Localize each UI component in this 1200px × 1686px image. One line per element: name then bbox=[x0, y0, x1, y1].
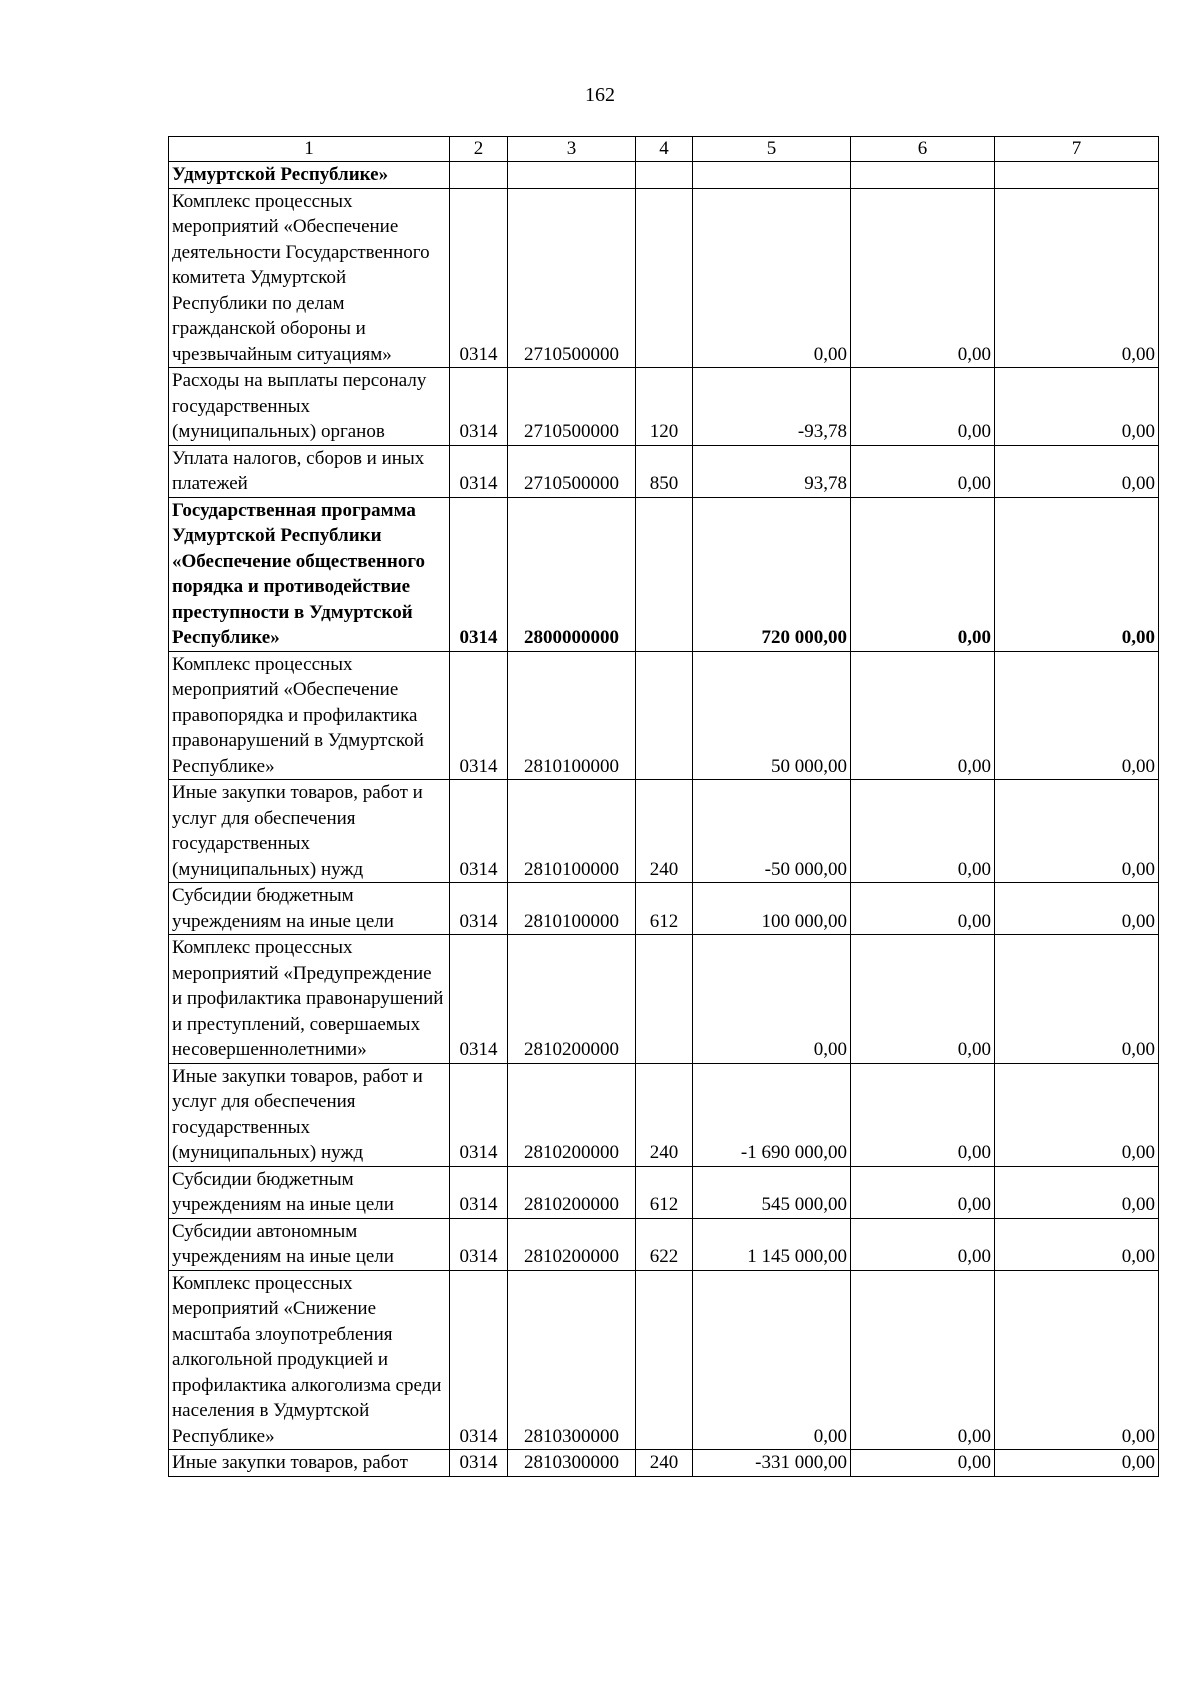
section-code: 0314 bbox=[450, 497, 508, 651]
section-code: 0314 bbox=[450, 445, 508, 497]
target-article bbox=[508, 162, 636, 189]
table-row bbox=[169, 1218, 1159, 1270]
amount-col-6: 0,00 bbox=[851, 1450, 995, 1477]
column-header: 3 bbox=[508, 137, 636, 162]
section-code: 0314 bbox=[450, 1063, 508, 1166]
expense-kind bbox=[636, 188, 693, 368]
amount-col-6: 0,00 bbox=[851, 497, 995, 651]
expense-kind bbox=[636, 497, 693, 651]
target-article: 2810200000 bbox=[508, 1063, 636, 1166]
amount-col-7: 0,00 bbox=[995, 1450, 1159, 1477]
amount-col-5: 50 000,00 bbox=[693, 651, 851, 780]
amount-col-5: 93,78 bbox=[693, 445, 851, 497]
target-article: 2810100000 bbox=[508, 651, 636, 780]
amount-col-7: 0,00 bbox=[995, 368, 1159, 446]
expense-kind bbox=[636, 162, 693, 189]
amount-col-6: 0,00 bbox=[851, 1063, 995, 1166]
amount-col-7: 0,00 bbox=[995, 188, 1159, 368]
amount-col-7: 0,00 bbox=[995, 1166, 1159, 1218]
target-article: 2810200000 bbox=[508, 935, 636, 1064]
amount-col-5: 0,00 bbox=[693, 188, 851, 368]
table-row bbox=[169, 935, 1159, 1064]
table-row bbox=[169, 1166, 1159, 1218]
row-name: Субсидии бюджетным учреждениям на иные цели bbox=[169, 883, 450, 935]
amount-col-7: 0,00 bbox=[995, 1063, 1159, 1166]
amount-col-6: 0,00 bbox=[851, 188, 995, 368]
section-code: 0314 bbox=[450, 1166, 508, 1218]
amount-col-6: 0,00 bbox=[851, 935, 995, 1064]
row-name: Комплекс процессных мероприятий «Обеспечение правопорядка и профилактика правонарушений в Удмуртской Республике» bbox=[169, 651, 450, 780]
amount-col-5: 100 000,00 bbox=[693, 883, 851, 935]
expense-kind: 850 bbox=[636, 445, 693, 497]
amount-col-6: 0,00 bbox=[851, 883, 995, 935]
amount-col-7: 0,00 bbox=[995, 883, 1159, 935]
row-name: Комплекс процессных мероприятий «Предупреждение и профилактика правонарушений и преступлений, совершаемых несовершеннолетними» bbox=[169, 935, 450, 1064]
target-article: 2710500000 bbox=[508, 368, 636, 446]
section-code bbox=[450, 162, 508, 189]
target-article: 2810300000 bbox=[508, 1450, 636, 1477]
page-number: 162 bbox=[585, 84, 615, 106]
expense-kind: 240 bbox=[636, 780, 693, 883]
expense-kind bbox=[636, 935, 693, 1064]
row-name: Уплата налогов, сборов и иных платежей bbox=[169, 445, 450, 497]
amount-col-6: 0,00 bbox=[851, 1270, 995, 1450]
row-name: Иные закупки товаров, работ bbox=[169, 1450, 450, 1477]
expense-kind: 622 bbox=[636, 1218, 693, 1270]
amount-col-5: 545 000,00 bbox=[693, 1166, 851, 1218]
column-header: 2 bbox=[450, 137, 508, 162]
target-article: 2810100000 bbox=[508, 883, 636, 935]
column-header: 6 bbox=[851, 137, 995, 162]
section-code: 0314 bbox=[450, 1450, 508, 1477]
section-code: 0314 bbox=[450, 883, 508, 935]
amount-col-5: 1 145 000,00 bbox=[693, 1218, 851, 1270]
column-header: 7 bbox=[995, 137, 1159, 162]
column-header: 4 bbox=[636, 137, 693, 162]
amount-col-5 bbox=[693, 162, 851, 189]
section-code: 0314 bbox=[450, 368, 508, 446]
expense-kind bbox=[636, 651, 693, 780]
target-article: 2810200000 bbox=[508, 1218, 636, 1270]
row-name: Расходы на выплаты персоналу государственных (муниципальных) органов bbox=[169, 368, 450, 446]
row-name: Субсидии автономным учреждениям на иные цели bbox=[169, 1218, 450, 1270]
row-name: Иные закупки товаров, работ и услуг для обеспечения государственных (муниципальных) нужд bbox=[169, 1063, 450, 1166]
row-name: Субсидии бюджетным учреждениям на иные цели bbox=[169, 1166, 450, 1218]
section-code: 0314 bbox=[450, 1270, 508, 1450]
amount-col-6: 0,00 bbox=[851, 651, 995, 780]
table-row bbox=[169, 651, 1159, 780]
amount-col-5: 720 000,00 bbox=[693, 497, 851, 651]
expense-kind: 120 bbox=[636, 368, 693, 446]
table-row bbox=[169, 780, 1159, 883]
section-code: 0314 bbox=[450, 935, 508, 1064]
amount-col-7 bbox=[995, 162, 1159, 189]
target-article: 2710500000 bbox=[508, 188, 636, 368]
amount-col-6: 0,00 bbox=[851, 780, 995, 883]
target-article: 2810200000 bbox=[508, 1166, 636, 1218]
amount-col-7: 0,00 bbox=[995, 1218, 1159, 1270]
amount-col-5: -50 000,00 bbox=[693, 780, 851, 883]
section-code: 0314 bbox=[450, 651, 508, 780]
table-row bbox=[169, 188, 1159, 368]
table-row bbox=[169, 162, 1159, 189]
section-code: 0314 bbox=[450, 188, 508, 368]
table-row bbox=[169, 368, 1159, 446]
expense-kind: 240 bbox=[636, 1063, 693, 1166]
expense-kind: 612 bbox=[636, 883, 693, 935]
table-row bbox=[169, 1450, 1159, 1477]
amount-col-7: 0,00 bbox=[995, 651, 1159, 780]
section-code: 0314 bbox=[450, 780, 508, 883]
table-row bbox=[169, 1270, 1159, 1450]
amount-col-7: 0,00 bbox=[995, 780, 1159, 883]
amount-col-6: 0,00 bbox=[851, 445, 995, 497]
column-number-row bbox=[169, 137, 1159, 162]
table-row bbox=[169, 445, 1159, 497]
target-article: 2800000000 bbox=[508, 497, 636, 651]
amount-col-5: -93,78 bbox=[693, 368, 851, 446]
budget-table bbox=[168, 136, 1159, 1477]
amount-col-5: -331 000,00 bbox=[693, 1450, 851, 1477]
row-name: Комплекс процессных мероприятий «Снижение масштаба злоупотребления алкогольной продукцией и профилактика алкоголизма среди населения в Удмуртской Республике» bbox=[169, 1270, 450, 1450]
row-name: Комплекс процессных мероприятий «Обеспечение деятельности Государственного комитета Удмуртской Республики по делам гражданской обороны и чрезвычайным ситуациям» bbox=[169, 188, 450, 368]
amount-col-7: 0,00 bbox=[995, 935, 1159, 1064]
amount-col-5: 0,00 bbox=[693, 1270, 851, 1450]
amount-col-5: -1 690 000,00 bbox=[693, 1063, 851, 1166]
amount-col-6: 0,00 bbox=[851, 368, 995, 446]
column-header: 5 bbox=[693, 137, 851, 162]
target-article: 2810100000 bbox=[508, 780, 636, 883]
table-row bbox=[169, 883, 1159, 935]
expense-kind bbox=[636, 1270, 693, 1450]
row-name: Государственная программа Удмуртской Республики «Обеспечение общественного порядка и противодействие преступности в Удмуртской Республике» bbox=[169, 497, 450, 651]
amount-col-6 bbox=[851, 162, 995, 189]
amount-col-7: 0,00 bbox=[995, 445, 1159, 497]
expense-kind: 612 bbox=[636, 1166, 693, 1218]
amount-col-7: 0,00 bbox=[995, 1270, 1159, 1450]
column-header: 1 bbox=[169, 137, 450, 162]
row-name: Удмуртской Республике» bbox=[169, 162, 450, 189]
table-row bbox=[169, 497, 1159, 651]
expense-kind: 240 bbox=[636, 1450, 693, 1477]
target-article: 2810300000 bbox=[508, 1270, 636, 1450]
row-name: Иные закупки товаров, работ и услуг для обеспечения государственных (муниципальных) нужд bbox=[169, 780, 450, 883]
amount-col-5: 0,00 bbox=[693, 935, 851, 1064]
table-row bbox=[169, 1063, 1159, 1166]
target-article: 2710500000 bbox=[508, 445, 636, 497]
section-code: 0314 bbox=[450, 1218, 508, 1270]
amount-col-6: 0,00 bbox=[851, 1218, 995, 1270]
amount-col-6: 0,00 bbox=[851, 1166, 995, 1218]
amount-col-7: 0,00 bbox=[995, 497, 1159, 651]
